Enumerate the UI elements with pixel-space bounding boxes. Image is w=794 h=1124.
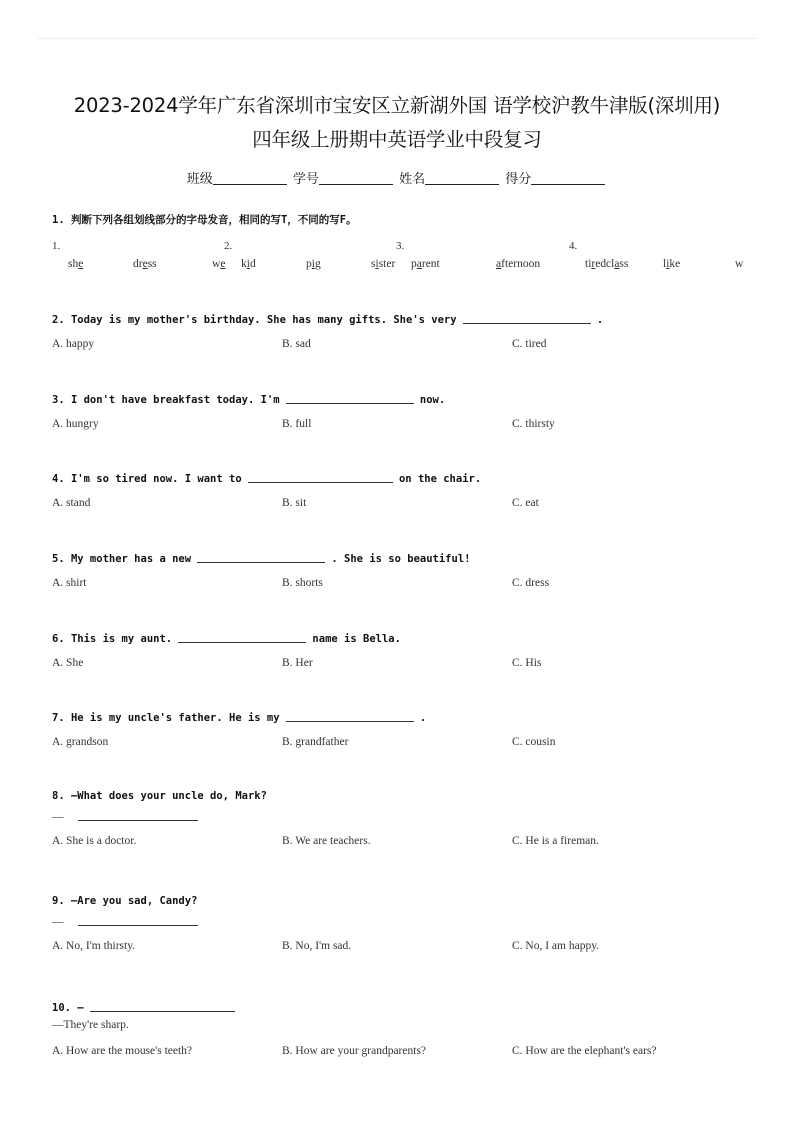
underlined-letter: i: [666, 258, 670, 270]
class-blank[interactable]: [213, 171, 287, 185]
question-stem-end: now.: [413, 394, 446, 406]
question-2-text: [52, 312, 603, 326]
question-4-text: [52, 471, 481, 485]
q1-word: kid: [241, 258, 256, 270]
score-blank[interactable]: [531, 171, 605, 185]
q1-item-number: 4.: [569, 240, 578, 252]
name-blank[interactable]: [425, 171, 499, 185]
answer-option[interactable]: C. cousin: [512, 736, 556, 748]
answer-option[interactable]: A. shirt: [52, 577, 87, 589]
underlined-letter: r: [591, 258, 596, 270]
question-stem-end: .: [413, 712, 427, 724]
q1-word: w: [735, 258, 744, 270]
answer-option[interactable]: A. How are the mouse's teeth?: [52, 1045, 193, 1057]
q1-word: like: [663, 258, 681, 270]
student-info-row: [0, 168, 794, 187]
answer-option[interactable]: A. hungry: [52, 418, 99, 430]
question-5-text: [52, 551, 470, 565]
answer-option[interactable]: C. His: [512, 657, 542, 669]
answer-blank[interactable]: [178, 631, 306, 643]
answer-option[interactable]: A. No, I'm thirsty.: [52, 940, 136, 952]
q1-item-number: 1.: [52, 240, 61, 252]
answer-option[interactable]: C. thirsty: [512, 418, 555, 430]
question-stem: 6. This is my aunt.: [52, 633, 173, 645]
answer-option[interactable]: B. We are teachers.: [282, 835, 371, 847]
score-label: 得分: [505, 172, 532, 187]
answer-blank[interactable]: [78, 809, 198, 821]
question-stem: 10. —: [52, 1002, 84, 1014]
dialogue-line: —: [52, 809, 198, 823]
underlined-letter: e: [78, 258, 84, 270]
q1-word: sister: [371, 258, 396, 270]
answer-option[interactable]: C. How are the elephant's ears?: [512, 1045, 657, 1057]
underlined-letter: e: [220, 258, 226, 270]
q1-word: we: [212, 258, 226, 270]
top-divider: [38, 38, 756, 39]
student-id-label: 学号: [292, 172, 319, 187]
answer-option[interactable]: B. sad: [282, 338, 311, 350]
answer-option[interactable]: C. tired: [512, 338, 547, 350]
question-8-text: [52, 790, 267, 802]
answer-blank[interactable]: [78, 914, 198, 926]
answer-option[interactable]: B. shorts: [282, 577, 323, 589]
question-stem: 4. I'm so tired now. I want to: [52, 473, 242, 485]
q1-word: pig: [306, 258, 321, 270]
answer-option[interactable]: C. eat: [512, 497, 539, 509]
answer-option[interactable]: B. How are your grandparents?: [282, 1045, 427, 1057]
question-3-text: [52, 392, 445, 406]
q1-word: class: [606, 258, 629, 270]
student-id-blank[interactable]: [319, 171, 393, 185]
q1-word: afternoon: [496, 258, 541, 270]
underlined-letter: a: [496, 258, 502, 270]
underlined-letter: i: [375, 258, 379, 270]
answer-option[interactable]: C. No, I am happy.: [512, 940, 600, 952]
question-stem: 5. My mother has a new: [52, 553, 192, 565]
answer-blank[interactable]: [197, 551, 325, 563]
answer-option[interactable]: A. She is a doctor.: [52, 835, 137, 847]
question-stem: 9. —Are you sad, Candy?: [52, 895, 198, 907]
answer-blank[interactable]: [286, 710, 414, 722]
answer-option[interactable]: B. No, I'm sad.: [282, 940, 352, 952]
question-stem: 8. —What does your uncle do, Mark?: [52, 790, 267, 802]
answer-option[interactable]: A. grandson: [52, 736, 109, 748]
answer-option[interactable]: B. full: [282, 418, 312, 430]
question-stem-end: .: [590, 314, 604, 326]
page-title-line1: 2023-2024学年广东省深圳市宝安区立新湖外国 语学校沪教牛津版(深圳用): [73, 94, 721, 117]
answer-blank[interactable]: [90, 1000, 235, 1012]
q1-item-number: 3.: [396, 240, 405, 252]
page-title-line2: 四年级上册期中英语学业中段复习: [252, 128, 542, 151]
answer-blank[interactable]: [248, 471, 393, 483]
answer-option[interactable]: C. He is a fireman.: [512, 835, 599, 847]
q1-word: she: [68, 258, 84, 270]
answer-blank[interactable]: [286, 392, 414, 404]
underlined-letter: e: [142, 258, 148, 270]
q1-word: parent: [411, 258, 440, 270]
question-stem: 7. He is my uncle's father. He is my: [52, 712, 280, 724]
question-9-text: [52, 895, 197, 907]
question-1-text: 1. 判断下列各组划线部分的字母发音，相同的写T，不同的写F。: [52, 214, 357, 226]
q1-item-number: 2.: [224, 240, 233, 252]
underlined-letter: i: [311, 258, 315, 270]
underlined-letter: i: [246, 258, 250, 270]
question-stem-end: . She is so beautiful!: [325, 553, 471, 565]
answer-option[interactable]: A. stand: [52, 497, 91, 509]
answer-option[interactable]: B. sit: [282, 497, 307, 509]
q1-word: dress: [133, 258, 157, 270]
answer-option[interactable]: A. She: [52, 657, 84, 669]
question-10-text: [52, 1000, 235, 1014]
answer-option[interactable]: C. dress: [512, 577, 550, 589]
question-7-text: [52, 710, 426, 724]
question-stem-end: on the chair.: [392, 473, 482, 485]
question-stem: 3. I don't have breakfast today. I'm: [52, 394, 280, 406]
question-6-text: [52, 631, 401, 645]
question-stem: 2. Today is my mother's birthday. She has many gifts. She's very: [52, 314, 457, 326]
underlined-letter: a: [614, 258, 620, 270]
answer-blank[interactable]: [463, 312, 591, 324]
answer-option[interactable]: A. happy: [52, 338, 95, 350]
class-label: 班级: [186, 172, 213, 187]
dialogue-line: —: [52, 914, 198, 928]
name-label: 姓名: [399, 172, 426, 187]
answer-option[interactable]: B. grandfather: [282, 736, 349, 748]
underlined-letter: a: [416, 258, 422, 270]
question-stem-end: name is Bella.: [306, 633, 401, 645]
dialogue-line: —They're sharp.: [52, 1019, 129, 1031]
answer-option[interactable]: B. Her: [282, 657, 313, 669]
q1-word: tired: [585, 258, 607, 270]
